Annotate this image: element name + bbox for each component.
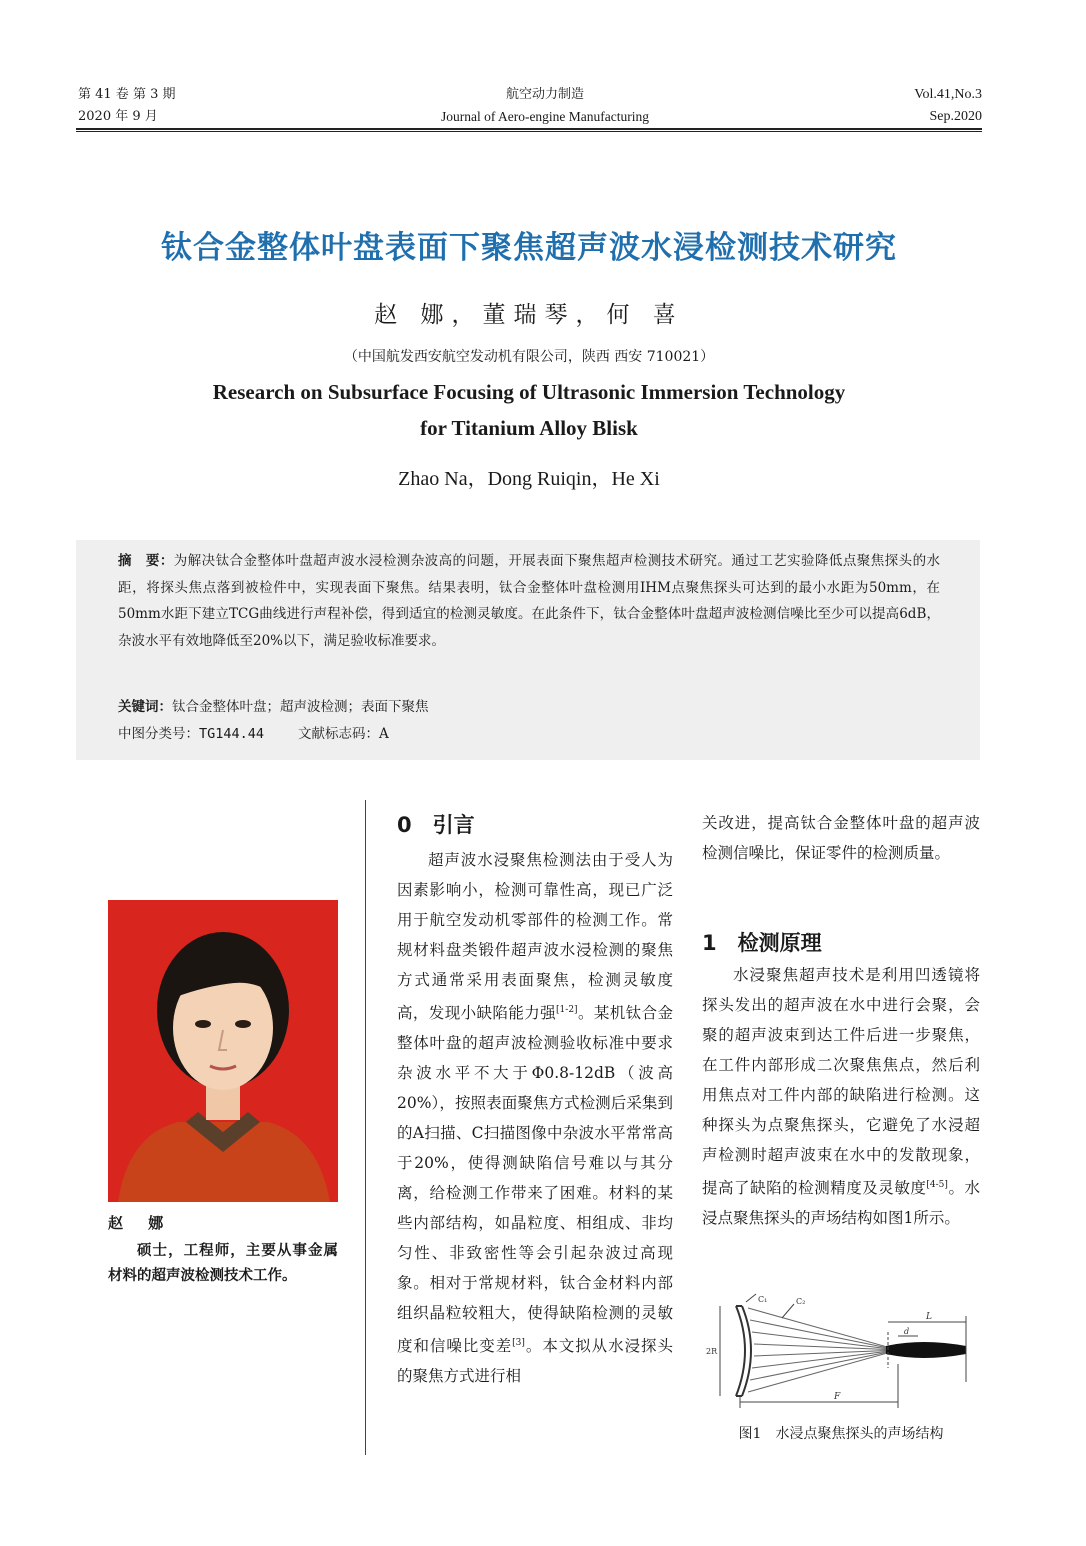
label-c1: C₁ xyxy=(758,1295,768,1304)
section-0-title: 0 引言 xyxy=(397,813,475,837)
section-1-body xyxy=(702,960,980,1233)
journal-name-cn: 航空动力制造 xyxy=(505,87,584,102)
bio-text: 硕士，工程师，主要从事金属材料的超声波检测技术工作。 xyxy=(108,1242,338,1284)
publication-date: 2020 年 9 月 xyxy=(78,109,158,124)
citation-4-5: [4-5] xyxy=(926,1180,948,1190)
column-divider xyxy=(365,800,366,1455)
section-1-title: 1 检测原理 xyxy=(702,931,822,955)
section-0-continued xyxy=(702,808,980,868)
title-en-line2: for Titanium Alloy Blisk xyxy=(420,416,638,440)
label-l: L xyxy=(926,1312,932,1322)
figure-1-caption: 图1 水浸点聚焦探头的声场结构 xyxy=(738,1426,944,1442)
keywords-text: 钛合金整体叶盘；超声波检测；表面下聚焦 xyxy=(172,699,429,715)
doc-value: A xyxy=(379,726,389,742)
affiliation-cn: （中国航发西安航空发动机有限公司，陕西 西安 710021） xyxy=(343,349,715,365)
abstract-label: 摘 要： xyxy=(118,553,174,569)
figure-1 xyxy=(702,1292,980,1414)
citation-3: [3] xyxy=(512,1338,525,1349)
header-rule-thin xyxy=(76,131,982,132)
paper-title-cn: 钛合金整体叶盘表面下聚焦超声波水浸检测技术研究 xyxy=(161,230,897,266)
sound-field-diagram xyxy=(702,1292,980,1414)
journal-name-en: Journal of Aero-engine Manufacturing xyxy=(440,109,650,124)
classification xyxy=(118,721,940,748)
section-0-text-a: 超声波水浸聚焦检测法由于受人为因素影响小，检测可靠性高，现已广泛用于航空发动机零部件的检测工作。常规材料盘类锻件超声波水浸检测的聚焦方式通常采用表面聚焦，检测灵敏度高，发现小缺陷能力强 xyxy=(397,851,673,1023)
header-rule xyxy=(76,128,982,130)
section-1-text-b: 。水浸点聚焦探头的声场结构如图1所示。 xyxy=(702,1179,980,1228)
author-portrait-illustration xyxy=(108,900,338,1202)
author-photo xyxy=(108,900,338,1202)
doc-label: 文献标志码： xyxy=(298,726,380,742)
authors-cn: 赵 娜，董瑞琴，何 喜 xyxy=(374,302,684,328)
volume-issue-en: Vol.41,No.3 xyxy=(914,87,982,102)
citation-1-2: [1-2] xyxy=(556,1005,578,1015)
label-d: d xyxy=(904,1327,910,1336)
section-0-text-b: 。某机钛合金整体叶盘的超声波检测验收标准中要求杂波水平不大于Φ0.8-12dB（波高20%），按照表面聚焦方式检测后采集到的A扫描、C扫描图像中杂波水平常常高于20%，使得测缺陷信号难以与其分离，给检测工作带来了困难。材料的某些内部结构，如晶粒度、相组成、非均匀性、非致密性等会引起杂波过高现象。相对于常规材料，钛合金材料内部组织晶粒较粗大，使得缺陷检测的灵敏度和信噪比变差 xyxy=(397,1004,673,1356)
title-en-line1: Research on Subsurface Focusing of Ultrasonic Immersion Technology xyxy=(212,380,846,404)
publication-date-en: Sep.2020 xyxy=(929,109,982,124)
keywords xyxy=(118,694,940,721)
section-0-text-c: 。本文拟从水浸探头的聚焦方式进行相 xyxy=(397,1337,673,1386)
header-center xyxy=(380,84,710,128)
label-2r: 2R xyxy=(706,1347,718,1356)
header-right xyxy=(800,84,982,128)
header-left xyxy=(78,84,175,128)
abstract xyxy=(118,548,940,654)
authors-en: Zhao Na，Dong Ruiqin，He Xi xyxy=(398,468,660,490)
label-f: F xyxy=(834,1392,841,1402)
bio-name: 赵 娜 xyxy=(108,1214,174,1232)
class-label: 中图分类号： xyxy=(118,726,199,742)
section-1-text-a: 水浸聚焦超声技术是利用凹透镜将探头发出的超声波在水中进行会聚，会聚的超声波束到达工件后进一步聚焦，在工件内部形成二次聚焦焦点，然后利用焦点对工件内部的缺陷进行检测。这种探头为点聚焦探头，它避免了水浸超声检测时超声波束在水中的发散现象，提高了缺陷的检测精度及灵敏度 xyxy=(702,966,980,1198)
keywords-label: 关键词： xyxy=(118,699,172,715)
section-0-text-d: 关改进，提高钛合金整体叶盘的超声波检测信噪比，保证零件的检测质量。 xyxy=(702,814,980,862)
volume-issue: 第 41 卷 第 3 期 xyxy=(78,87,176,102)
abstract-text: 为解决钛合金整体叶盘超声波水浸检测杂波高的问题，开展表面下聚焦超声检测技术研究。通过工艺实验降低点聚焦探头的水距，将探头焦点落到被检件中，实现表面下聚焦。结果表明，钛合金整体叶盘检测用IHM点聚焦探头可达到的最小水距为50mm，在50mm水距下建立TCG曲线进行声程补偿，得到适宜的检测灵敏度。在此条件下，钛合金整体叶盘超声波检测信噪比至少可以提高6dB，杂波水平有效地降低至20%以下，满足验收标准要求。 xyxy=(118,553,941,649)
class-value: TG144.44 xyxy=(199,726,265,742)
label-c2: C₂ xyxy=(796,1297,806,1306)
section-0-body xyxy=(397,845,673,1391)
paper-title-en xyxy=(76,374,982,446)
